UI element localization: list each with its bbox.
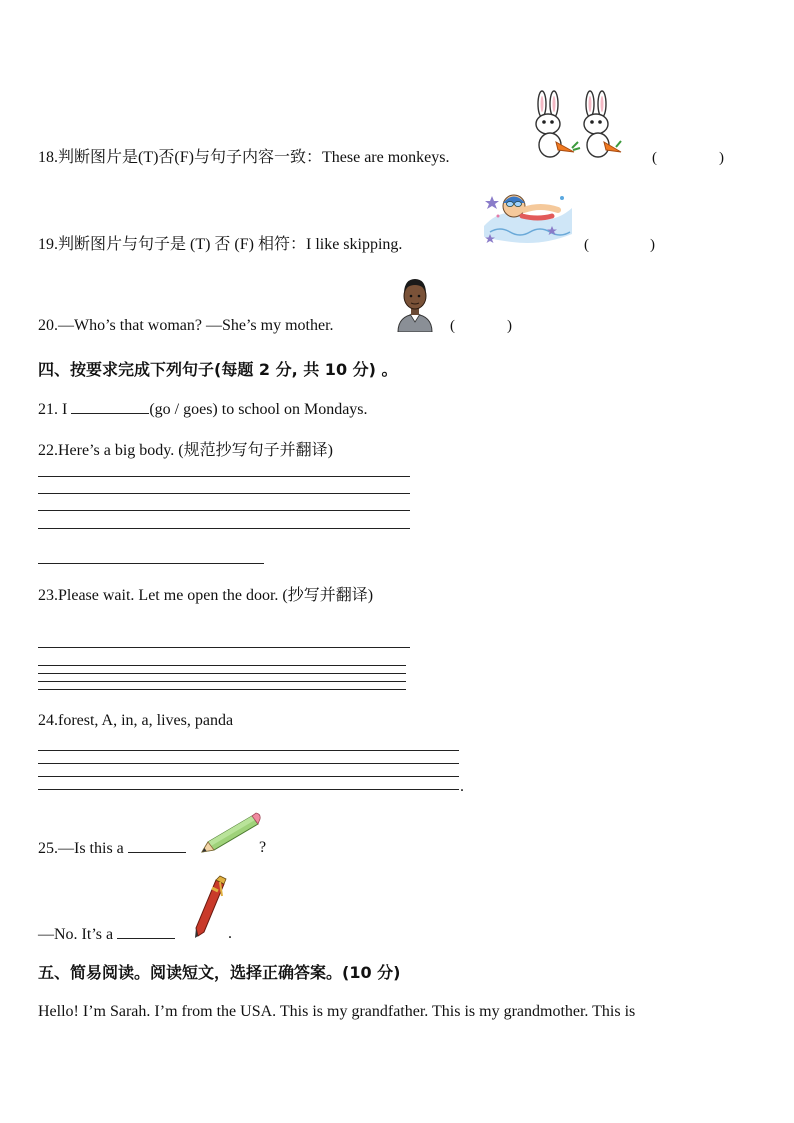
answer-paren-right: ) — [650, 237, 655, 253]
question-25-prefix: 25.—Is this a — [38, 840, 124, 857]
answer-paren-left: ( — [652, 150, 657, 166]
question-25-prefix-2: —No. It’s a — [38, 926, 114, 943]
writing-line[interactable] — [38, 689, 406, 690]
answer-paren-right: ) — [507, 318, 512, 334]
rabbits-carrots-image — [528, 90, 622, 160]
answer-blank[interactable] — [71, 399, 149, 414]
man-portrait-image — [396, 276, 434, 332]
writing-line[interactable] — [38, 763, 459, 764]
question-25-line1 — [38, 838, 186, 859]
question-21 — [38, 399, 368, 420]
question-mark: ? — [259, 839, 267, 856]
writing-line[interactable] — [38, 665, 406, 666]
writing-line[interactable] — [38, 493, 410, 494]
question-22: 22.Here’s a big body. (规范抄写句子并翻译) — [38, 442, 333, 459]
question-20: 20.—Who’s that woman? —She’s my mother. — [38, 317, 334, 334]
end-period: . — [228, 925, 232, 942]
writing-line[interactable] — [38, 647, 410, 648]
question-18: 18.判断图片是(T)否(F)与句子内容一致：These are monkeys. — [38, 149, 450, 166]
writing-line[interactable] — [38, 681, 406, 682]
writing-line[interactable] — [38, 563, 264, 564]
writing-line[interactable] — [38, 776, 459, 777]
question-21-prefix: 21. I — [38, 401, 68, 418]
answer-paren-left: ( — [584, 237, 589, 253]
pencil-icon — [198, 810, 262, 856]
question-25-line2 — [38, 924, 175, 945]
question-23: 23.Please wait. Let me open the door. (抄写并翻译) — [38, 587, 374, 604]
answer-blank[interactable] — [117, 924, 175, 939]
end-period: . — [460, 778, 464, 795]
question-21-suffix: (go / goes) to school on Mondays. — [149, 401, 368, 418]
reading-passage: Hello! I’m Sarah. I’m from the USA. This is my grandfather. This is my grandmother. This is — [38, 1003, 636, 1020]
section-4-heading: 四、按要求完成下列句子(每题 2 分, 共 10 分) 。 — [38, 360, 398, 379]
question-19: 19.判断图片与句子是 (T) 否 (F) 相符：I like skipping. — [38, 236, 403, 253]
answer-paren-right: ) — [719, 150, 724, 166]
writing-line[interactable] — [38, 750, 459, 751]
writing-line[interactable] — [38, 476, 410, 477]
swimming-child-image — [482, 186, 574, 250]
section-5-heading: 五、简易阅读。阅读短文，选择正确答案。(10 分) — [38, 963, 401, 982]
question-24: 24.forest, A, in, a, lives, panda — [38, 712, 234, 729]
pen-icon — [190, 874, 230, 940]
writing-line[interactable] — [38, 528, 410, 529]
answer-blank[interactable] — [128, 838, 186, 853]
answer-paren-left: ( — [450, 318, 455, 334]
writing-line[interactable] — [38, 673, 406, 674]
writing-line[interactable] — [38, 510, 410, 511]
writing-line[interactable] — [38, 789, 459, 790]
